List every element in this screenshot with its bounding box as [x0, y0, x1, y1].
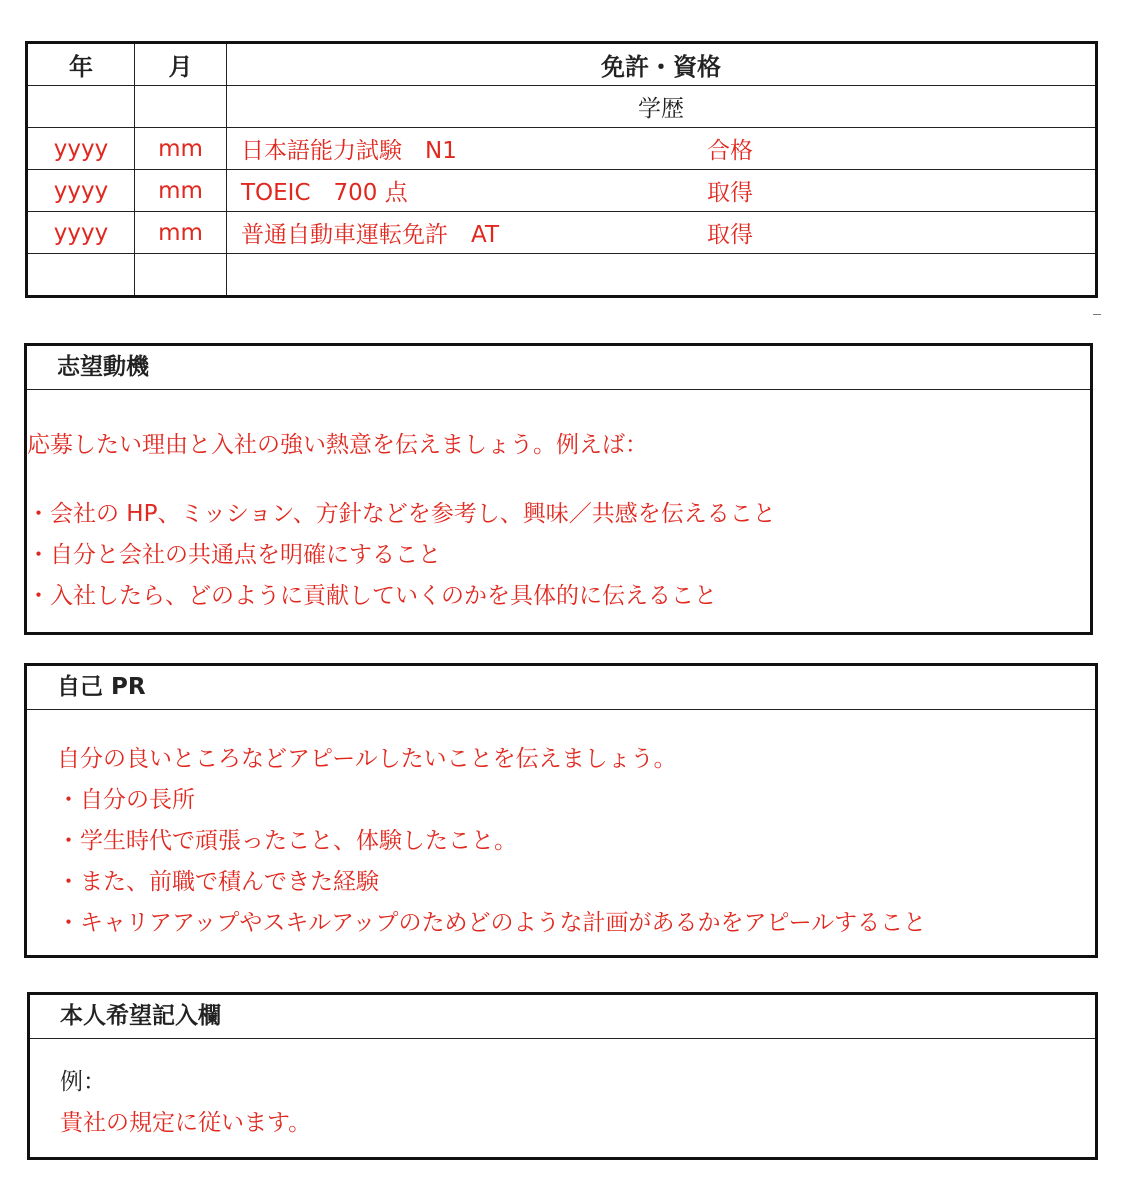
wishes-example-label: 例：: [60, 1069, 106, 1095]
wishes-section: [27, 992, 1098, 1160]
self-pr-section: [24, 663, 1098, 958]
license-cell: [227, 170, 1097, 212]
self-pr-bullet: ・自分の長所: [57, 787, 195, 813]
table-row: [27, 170, 1097, 212]
motivation-body: [27, 426, 1090, 610]
self-pr-bullet: ・学生時代で頑張ったこと、体験したこと。: [57, 828, 517, 854]
motivation-intro: 応募したい理由と入社の強い熱意を伝えましょう。例えば：: [27, 432, 648, 458]
month-cell: mm: [135, 170, 227, 212]
license-name: TOEIC 700 点: [241, 180, 408, 206]
license-name: 日本語能力試験 N1: [241, 138, 457, 164]
year-cell: [27, 254, 135, 297]
month-cell: [135, 254, 227, 297]
wishes-body: [30, 1063, 1095, 1137]
license-status: 合格: [707, 138, 753, 164]
self-pr-title: 自己 PR: [27, 666, 1095, 710]
wishes-title: 本人希望記入欄: [30, 995, 1095, 1039]
divider-mark: [1093, 314, 1101, 315]
motivation-bullet: ・会社の HP、ミッション、方針などを参考し、興味／共感を伝えること: [27, 501, 776, 527]
table-row: [27, 254, 1097, 297]
month-cell: mm: [135, 212, 227, 254]
self-pr-bullet: ・また、前職で積んできた経験: [57, 869, 379, 895]
year-cell: [27, 86, 135, 128]
license-cell: [227, 212, 1097, 254]
year-cell: yyyy: [27, 128, 135, 170]
license-status: 取得: [707, 222, 753, 248]
license-header: 免許・資格: [227, 43, 1097, 86]
table-row: [27, 86, 1097, 128]
license-status: 取得: [707, 180, 753, 206]
year-cell: yyyy: [27, 170, 135, 212]
month-cell: [135, 86, 227, 128]
self-pr-intro: 自分の良いところなどアピールしたいことを伝えましょう。: [57, 746, 677, 772]
year-header: 年: [27, 43, 135, 86]
year-cell: yyyy: [27, 212, 135, 254]
month-cell: mm: [135, 128, 227, 170]
self-pr-body: [27, 740, 1095, 937]
section-label-education: 学歴: [227, 86, 1097, 128]
motivation-bullet: ・自分と会社の共通点を明確にすること: [27, 542, 441, 568]
month-header: 月: [135, 43, 227, 86]
table-row: [27, 212, 1097, 254]
table-header-row: [27, 43, 1097, 86]
motivation-section: [24, 343, 1093, 635]
license-cell: [227, 128, 1097, 170]
license-name: 普通自動車運転免許 AT: [241, 222, 499, 248]
motivation-title: 志望動機: [27, 346, 1090, 390]
motivation-bullet: ・入社したら、どのように貢献していくのかを具体的に伝えること: [27, 583, 717, 609]
self-pr-bullet: ・キャリアアップやスキルアップのためどのような計画があるかをアピールすること: [57, 910, 927, 936]
table-row: [27, 128, 1097, 170]
qualifications-table: [25, 41, 1098, 298]
wishes-text: 貴社の規定に従います。: [60, 1110, 312, 1136]
license-cell: [227, 254, 1097, 297]
